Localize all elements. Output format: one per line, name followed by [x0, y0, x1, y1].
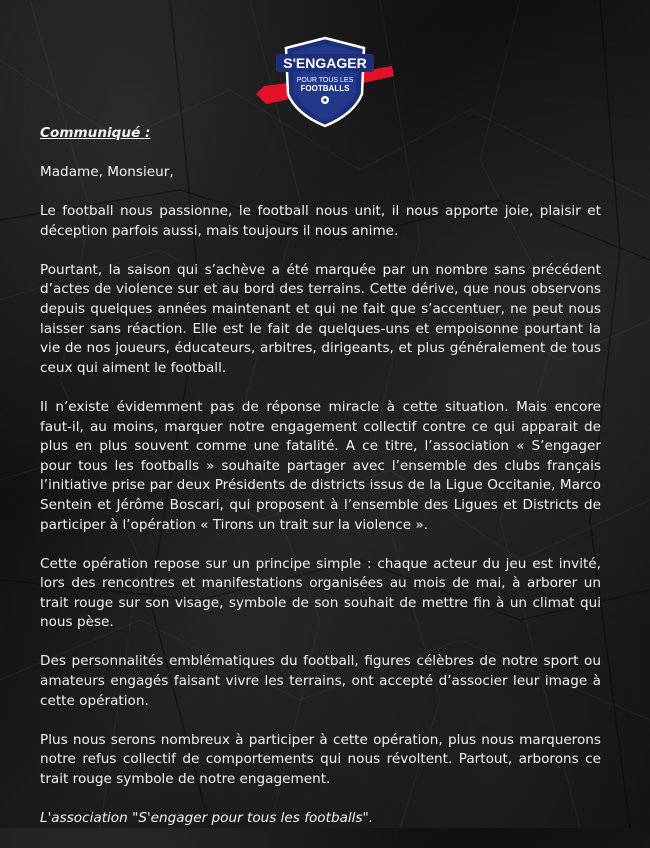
logo-title: S'ENGAGER [283, 55, 367, 71]
letter-paragraph-3: Il n’existe évidemment pas de réponse miracle à cette situation. Mais encore faut-il, au moins, marquer notre engagement collectif contre ce qui apparait de plus en plus souvent comme une fatalité. A ce titre, l’association « S’engager pour tous les footballs » souhaite partager avec l’ensemble des clubs français l’initiative prise par deux Présidents de districts issus de la Ligue Occitanie, Marco Sentein et Jérôme Boscari, qui proposent à l’ensemble des Ligues et Districts de participer à l’opération « Tirons un trait sur la violence ». [40, 398, 601, 533]
letter-body [40, 124, 601, 848]
letter-heading: Communiqué : [40, 125, 151, 141]
logo-line-2: FOOTBALLS [300, 84, 350, 93]
letter-salutation: Madame, Monsieur, [40, 164, 174, 181]
logo-line-1: POUR TOUS LES [296, 77, 354, 84]
letter-signature: L'association "S'engager pour tous les footballs". [40, 810, 374, 827]
association-logo [252, 36, 398, 128]
letter-paragraph-5: Des personnalités emblématiques du football, figures célèbres de notre sport ou amateurs engagés faisant vivre les terrains, ont accepté d’associer leur image à cette opération. [40, 653, 601, 709]
letter-paragraph-4: Cette opération repose sur un principe simple : chaque acteur du jeu est invité, lors des rencontres et manifestations organisées au mois de mai, à arborer un trait rouge sur son visage, symbole de son souhait de mettre fin à un climat qui nous pèse. [40, 555, 601, 631]
letter-paragraph-2: Pourtant, la saison qui s’achève a été marquée par un nombre sans précédent d’actes de violence sur et au bord des terrains. Cette dérive, que nous observons depuis quelques années maintenant et qui ne fait que s’accentuer, ne peut nous laisser sans réaction. Elle est le fait de quelques-uns et empoisonne pourtant la vie de nos joueurs, éducateurs, arbitres, dirigeants, et plus généralement de tous ceux qui aiment le football. [40, 261, 601, 376]
letter-paragraph-1: Le football nous passionne, le football nous unit, il nous apporte joie, plaisir et déception parfois aussi, mais toujours il nous anime. [40, 203, 601, 239]
letter-paragraph-6: Plus nous serons nombreux à participer à cette opération, plus nous marquerons notre refus collectif de comportements qui nous révoltent. Partout, arborons ce trait rouge symbole de notre engagement. [40, 731, 601, 787]
